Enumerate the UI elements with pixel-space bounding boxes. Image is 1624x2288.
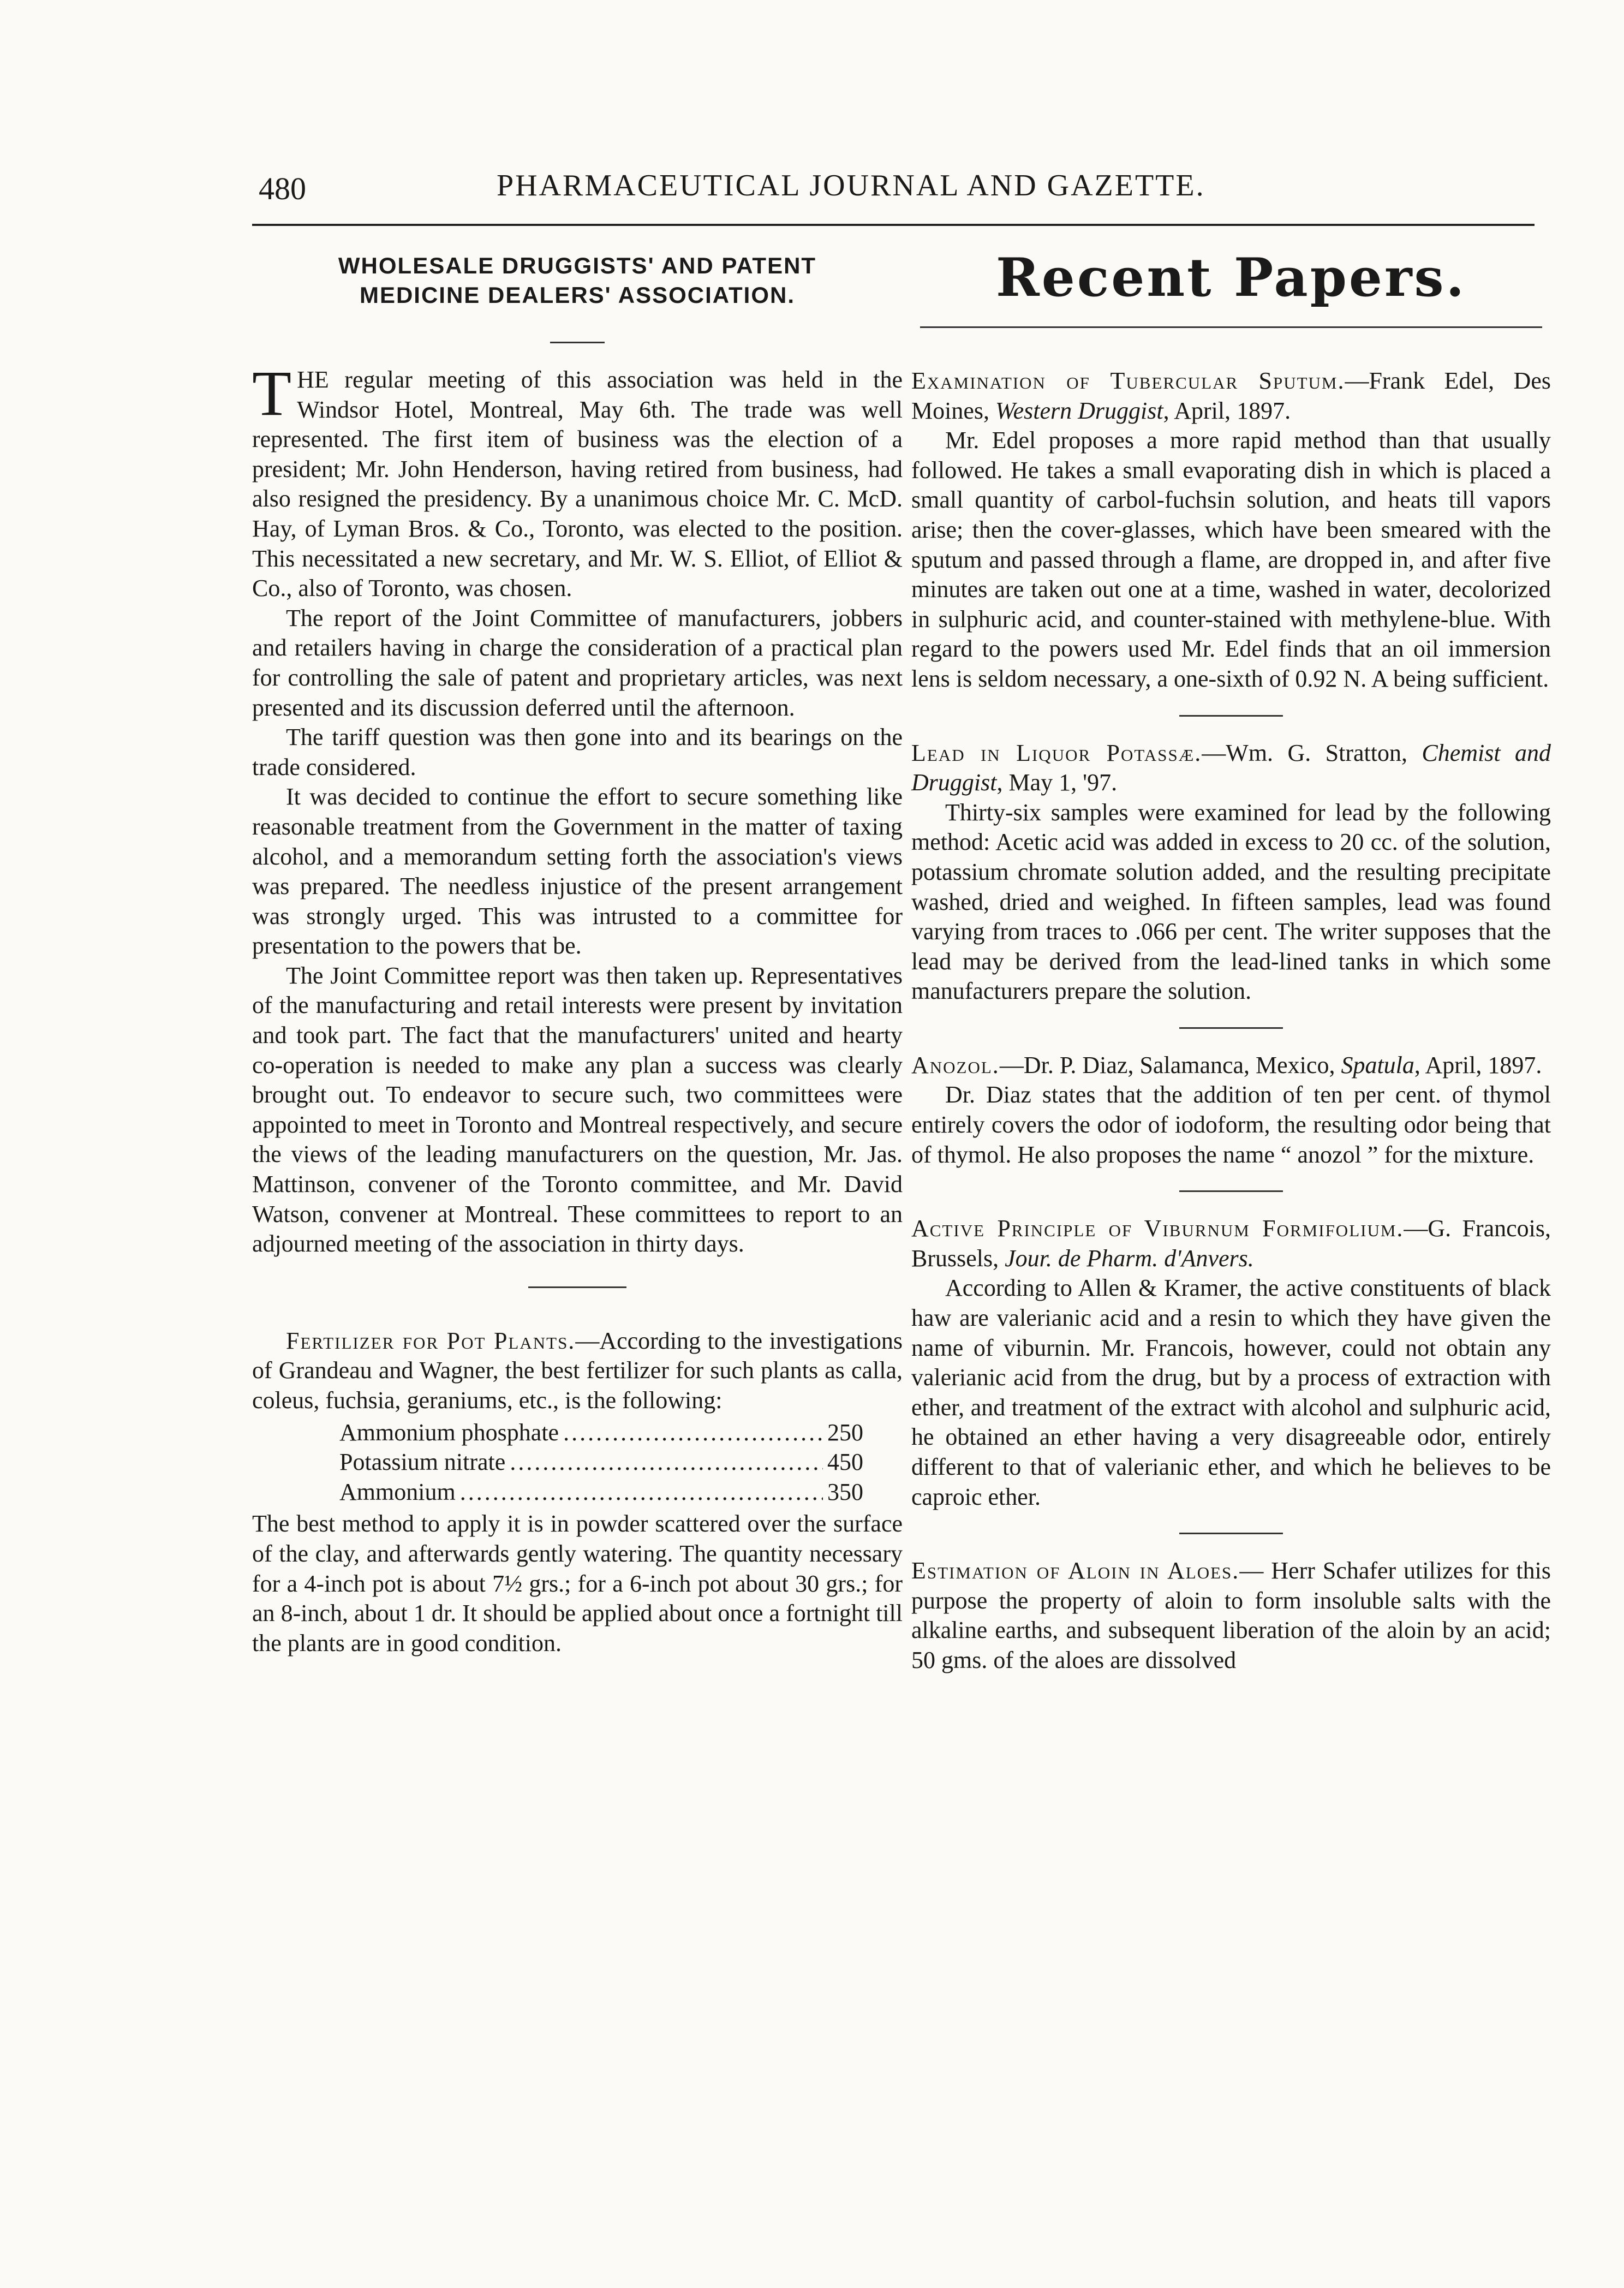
article-title (252, 251, 903, 310)
sputum-journal: Western Druggist (995, 397, 1163, 424)
fertilizer-intro: —According to the investigations of Grandeau and Wagner, the best fertilizer for such plants as calla, coleus, fuchsia, geraniums, etc., is the following: (252, 1327, 903, 1414)
anozol-heading: Anozol. (911, 1051, 1000, 1079)
article-title-line2: MEDICINE DEALERS' ASSOCIATION. (359, 282, 796, 308)
formula-ingredient: Ammonium (339, 1478, 456, 1505)
fertilizer-formula (252, 1418, 903, 1508)
association-paragraph-1-text: HE regular meeting of this association was held in the Windsor Hotel, Montreal, May 6th. The trade was well represented. The first item of business was the election of a president; Mr. John Henderson, having retired from business, had also resigned the presidency. By a unanimous choice Mr. C. McD. Hay, of Lyman Bros. & Co., Toronto, was elected to the position. This necessitated a new secretary, and Mr. W. S. Elliot, of Elliot & Co., also of Toronto, was chosen. (252, 366, 903, 602)
association-paragraph-3: The tariff question was then gone into and its bearings on the trade considered. (252, 724, 903, 780)
separator-rule (1179, 1190, 1283, 1192)
lead-date: , May 1, '97. (996, 769, 1118, 796)
sputum-body: Mr. Edel proposes a more rapid method than that usually followed. He takes a small evaporating dish in which is placed a small quantity of carbol-fuchsin solution, and heats till vapors arise; then the cover-glasses, which have been smeared with the sputum and passed through a flame, are dropped in, and after five minutes are taken out one at a time, washed in water, decolorized in sulphuric acid, and counter-stained with methylene-blue. With regard to the powers used Mr. Edel finds that an oil immersion lens is seldom necessary, a one-sixth of 0.92 N. A being sufficient. (911, 427, 1551, 692)
fertilizer-body-a: The best method to apply it is in powder scattered over the surface of the clay, and afterwards gently watering. The quantity necessary for a 4-inch pot is about 7 (252, 1510, 903, 1597)
association-paragraph-1 (252, 358, 903, 604)
anozol-citation (911, 1051, 1551, 1081)
aloin-heading: Estimation of Aloin in Aloes. (911, 1557, 1240, 1584)
section-rule (920, 326, 1542, 328)
formula-row (252, 1418, 863, 1448)
page-number: 480 (259, 171, 306, 206)
leader-dots (510, 1447, 823, 1477)
article-separator (528, 1286, 626, 1288)
formula-amount: 450 (827, 1449, 863, 1476)
formula-row (252, 1477, 863, 1508)
viburnum-citation (911, 1214, 1551, 1273)
viburnum-body: According to Allen & Kramer, the active constituents of black haw are valerianic acid and a resin to which they have given the name of viburnin. Mr. Francois, however, could not obtain any valerianic acid from the drug, but by a process of extraction with ether, and treatment of the extract with alcohol and sulphuric acid, he obtained an ether having a very disagreeable odor, entirely different to that of valerianic ether, and which he believes to be caproic ether. (911, 1274, 1551, 1510)
formula-row (252, 1447, 863, 1477)
leader-dots (460, 1477, 823, 1508)
lead-heading: Lead in Liquor Potassæ. (911, 739, 1202, 766)
left-column (252, 251, 903, 1658)
lead-citation (911, 738, 1551, 798)
aloin-paragraph (911, 1556, 1551, 1675)
fertilizer-body (252, 1509, 903, 1658)
viburnum-journal: Jour. de Pharm. d'Anvers. (1005, 1244, 1254, 1272)
header-rule (252, 224, 1535, 226)
fertilizer-body-b: grs.; for a 6-inch pot about 30 grs.; for an 8-inch, about 1 dr. It should be applied about once a fortnight till the plants are in good condition. (252, 1570, 903, 1657)
leader-dots (563, 1418, 823, 1448)
sputum-author: —Frank Edel, Des Moines, (911, 367, 1551, 424)
anozol-body: Dr. Diaz states that the addition of ten per cent. of thymol entirely covers the odor of iodoform, the resulting odor being that of thymol. He also proposes the name “ anozol ” for the mixture. (911, 1081, 1551, 1168)
association-paragraph-2: The report of the Joint Committee of manufacturers, jobbers and retailers having in charge the consideration of a practical plan for controlling the sale of patent and proprietary articles, was next presented and its discussion deferred until the afternoon. (252, 604, 903, 721)
viburnum-author: —G. Francois, Brussels, (911, 1215, 1551, 1272)
sputum-date: , April, 1897. (1163, 397, 1291, 424)
separator-rule (1179, 715, 1283, 717)
fertilizer-fraction: ½ (504, 1570, 523, 1597)
sputum-citation (911, 366, 1551, 426)
separator-rule (1179, 1027, 1283, 1029)
right-column (911, 247, 1551, 1676)
anozol-date: , April, 1897. (1414, 1051, 1542, 1079)
drop-cap: T (252, 358, 292, 429)
fertilizer-heading: Fertilizer for Pot Plants. (286, 1327, 576, 1354)
formula-amount: 350 (827, 1478, 863, 1505)
formula-ingredient: Ammonium phosphate (339, 1419, 559, 1446)
running-head: PHARMACEUTICAL JOURNAL AND GAZETTE. (497, 169, 1205, 202)
recent-papers-title: Recent Papers. (995, 247, 1466, 308)
article-title-line1: WHOLESALE DRUGGISTS' AND PATENT (338, 253, 817, 278)
formula-ingredient: Potassium nitrate (339, 1449, 506, 1476)
separator-rule (1179, 1533, 1283, 1534)
formula-amount: 250 (827, 1419, 863, 1446)
association-paragraph-5: The Joint Committee report was then taken up. Representatives of the manufacturing and retail interests were present by invitation and took part. The fact that the manufacturers' united and hearty co-operation is needed to make any plan a success was clearly brought out. To endeavor to secure such, two committees were appointed to meet in Toronto and Montreal respectively, and secure the views of the leading manufacturers on the question, Mr. Jas. Mattinson, convener of the Toronto committee, and Mr. David Watson, convener at Montreal. These committees to report to an adjourned meeting of the association in thirty days. (252, 962, 903, 1258)
lead-author: —Wm. G. Stratton, (1202, 739, 1422, 766)
lead-body: Thirty-six samples were examined for lead by the following method: Acetic acid was added in excess to 20 cc. of the solution, potassium chromate solution added, and the resulting precipitate washed, dried and weighed. In fifteen samples, lead was found varying from traces to .066 per cent. The writer supposes that the lead may be derived from the lead-lined tanks in which some manufacturers prepare the solution. (911, 799, 1551, 1005)
anozol-author: —Dr. P. Diaz, Salamanca, Mexico, (999, 1051, 1341, 1079)
association-paragraph-4: It was decided to continue the effort to secure something like reasonable treatment from the Government in the matter of taxing alcohol, and a memorandum setting forth the association's views was prepared. The needless injustice of the present arrangement was strongly urged. This was intrusted to a committee for presentation to the powers that be. (252, 783, 903, 960)
viburnum-heading: Active Principle of Viburnum Formifolium. (911, 1215, 1404, 1242)
sputum-heading: Examination of Tubercular Sputum. (911, 367, 1345, 394)
aloin-body: — Herr Schafer utilizes for this purpose the property of aloin to form insoluble salts with the alkaline earths, and subsequent liberation of the aloin by an acid; 50 gms. of the aloes are dissolved (911, 1557, 1551, 1673)
fertilizer-paragraph (252, 1326, 903, 1416)
lead-journal: Chemist and Druggist (911, 739, 1551, 796)
title-rule (550, 342, 605, 343)
anozol-journal: Spatula (1341, 1051, 1414, 1079)
